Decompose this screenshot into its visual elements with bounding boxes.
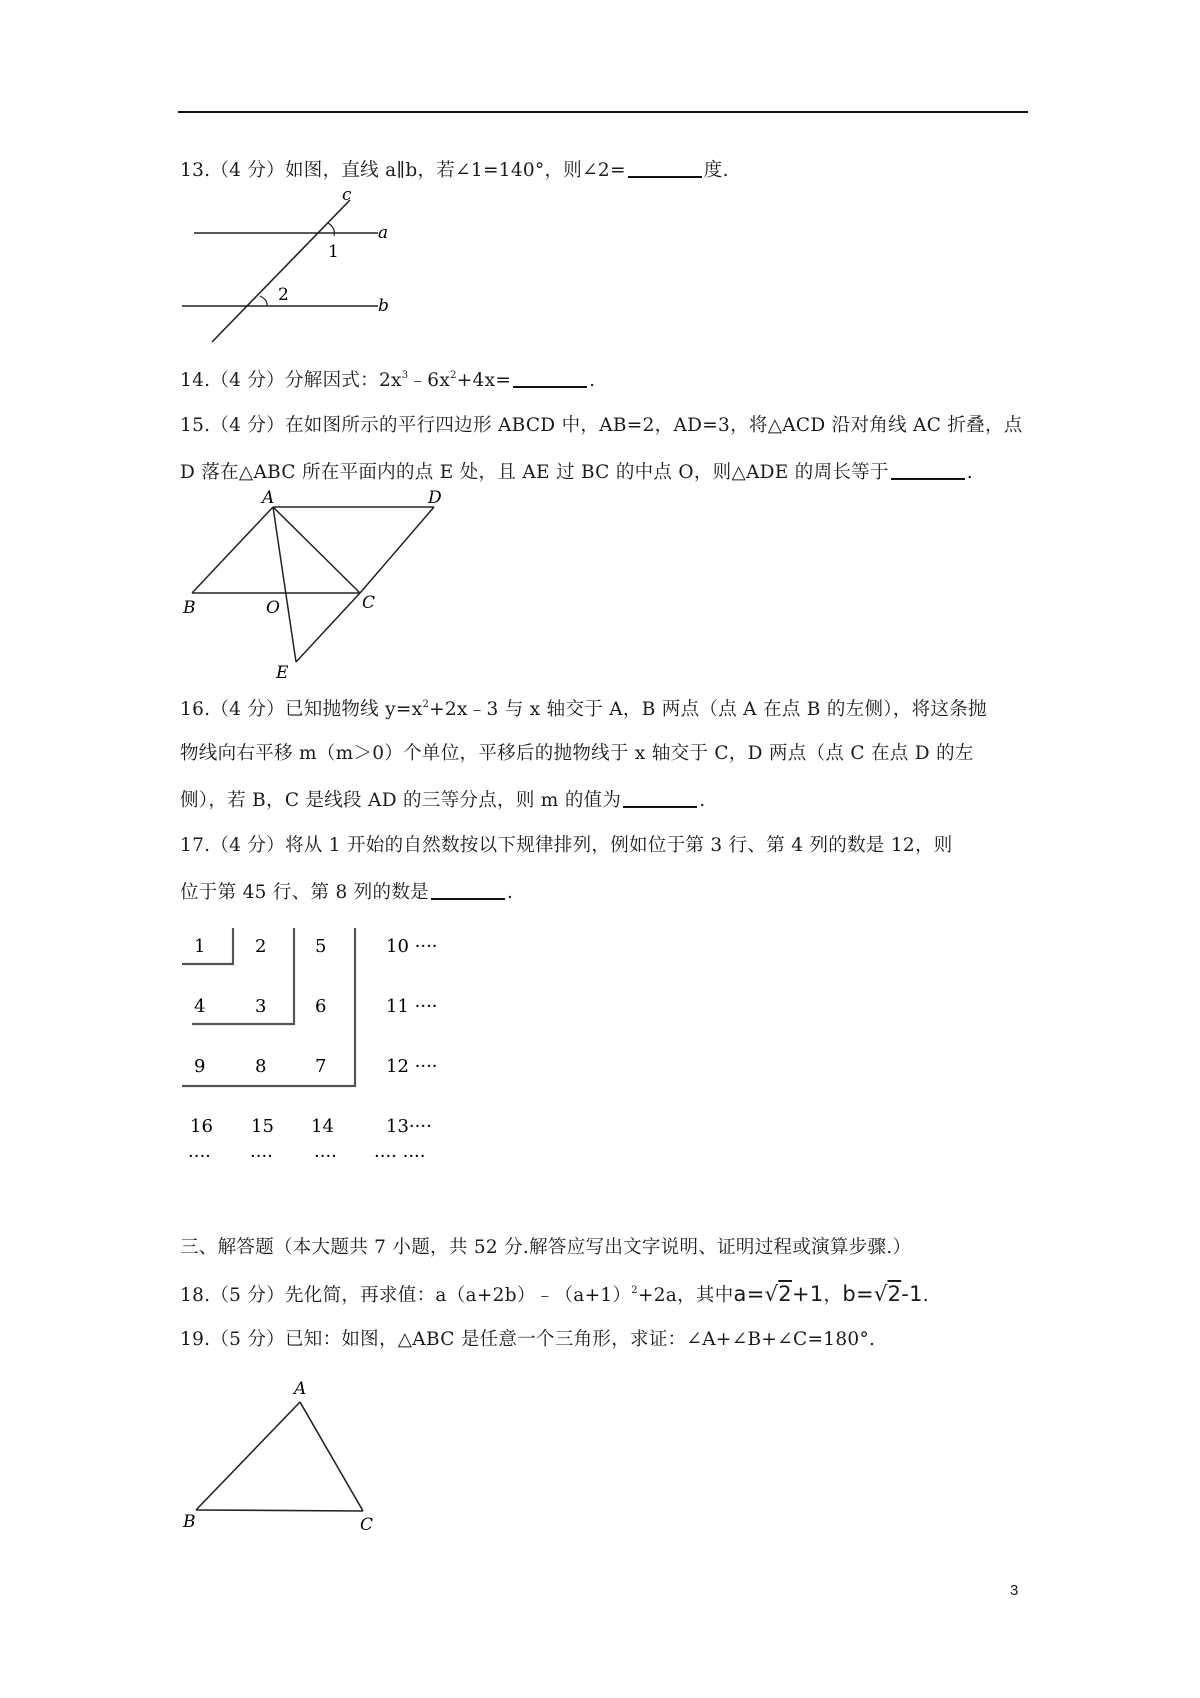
- cell-r5-c1: ····: [188, 1146, 211, 1167]
- figure-triangle: [178, 1370, 398, 1530]
- cell-r3-c1: 9: [194, 1056, 206, 1077]
- label-angle-1: 1: [328, 242, 339, 262]
- cell-r5-c2: ····: [250, 1146, 273, 1167]
- question-15-line-1: 15.（4 分）在如图所示的平行四边形 ABCD 中，AB=2，AD=3，将△ACD 沿对角线 AC 折叠，点: [180, 415, 1023, 436]
- cell-r1-c4: 10 ····: [386, 936, 438, 957]
- figure-parallelogram: [178, 490, 468, 690]
- answer-blank: [891, 460, 965, 480]
- question-16-line-3: 侧），若 B，C 是线段 AD 的三等分点，则 m 的值为 .: [180, 790, 706, 811]
- label-b: b: [378, 296, 389, 316]
- question-14: 14.（4 分）分解因式：$2x^3﹣6x^2+4x=$ .: [180, 370, 596, 391]
- label-A: A: [262, 490, 275, 508]
- answer-blank: [623, 788, 697, 808]
- label-C: C: [360, 1515, 374, 1530]
- cell-r1-c3: 5: [315, 936, 327, 957]
- label-A: A: [294, 1379, 307, 1399]
- question-17-line-1: 17.（4 分）将从 1 开始的自然数按以下规律排列，例如位于第 3 行、第 4 列的数是 12，则: [180, 835, 953, 856]
- question-16-line-2: 物线向右平移 m（m＞0）个单位，平移后的抛物线于 x 轴交于 C，D 两点（点 C 在点 D 的左: [180, 743, 974, 764]
- cell-r4-c4: 13····: [386, 1116, 432, 1137]
- sqrt-symbol: √: [764, 1282, 779, 1306]
- cell-r1-c2: 2: [255, 936, 267, 957]
- label-a: a: [378, 223, 389, 243]
- cell-r3-c3: 7: [315, 1056, 327, 1077]
- label-D: D: [428, 490, 442, 508]
- question-17-line-2: 位于第 45 行、第 8 列的数是 .: [180, 882, 514, 903]
- figure-number-grid: [178, 920, 478, 1170]
- cell-r1-c1: 1: [194, 936, 206, 957]
- cell-r2-c4: 11 ····: [386, 996, 438, 1017]
- answer-blank: [431, 880, 505, 900]
- label-c: c: [342, 190, 352, 205]
- cell-r2-c2: 3: [255, 996, 267, 1017]
- cell-r4-c3: 14: [311, 1116, 334, 1137]
- header-rule: [178, 111, 1028, 113]
- label-E: E: [276, 663, 289, 683]
- page-number: 3: [1010, 1582, 1019, 1599]
- question-15-line-2: D 落在△ABC 所在平面内的点 E 处，且 AE 过 BC 的中点 O，则△ADE 的周长等于 .: [180, 462, 973, 483]
- label-C: C: [362, 593, 376, 613]
- question-18: 18.（5 分）先化简，再求值：$a(a+2b)﹣(a+1)^2+2a$，其中a=√2+1，b=√2-1.: [180, 1282, 929, 1306]
- question-13: 13.（4 分）如图，直线 a∥b，若∠1=140°，则∠2= 度.: [180, 160, 729, 181]
- cell-r4-c1: 16: [190, 1116, 213, 1137]
- cell-r5-c4: ···· ····: [374, 1146, 426, 1167]
- cell-r4-c2: 15: [251, 1116, 274, 1137]
- label-B: B: [183, 1512, 196, 1530]
- cell-r5-c3: ····: [314, 1146, 337, 1167]
- answer-blank: [628, 158, 702, 178]
- cell-r3-c2: 8: [255, 1056, 267, 1077]
- answer-blank: [513, 368, 587, 388]
- question-16-line-1: 16.（4 分）已知抛物线 $y=x^2+2x﹣3$ 与 x 轴交于 A，B 两点（点 A 在点 B 的左侧），将这条抛: [180, 699, 987, 720]
- cell-r2-c3: 6: [315, 996, 327, 1017]
- figure-parallel-lines: [178, 190, 398, 350]
- label-B: B: [183, 598, 196, 618]
- line-c: [212, 200, 350, 342]
- label-O: O: [266, 598, 280, 618]
- section-3-heading: 三、解答题（本大题共 7 小题，共 52 分.解答应写出文字说明、证明过程或演算步骤.）: [180, 1237, 912, 1258]
- cell-r2-c1: 4: [194, 996, 206, 1017]
- label-angle-2: 2: [278, 285, 289, 305]
- cell-r3-c4: 12 ····: [386, 1056, 438, 1077]
- question-19: 19.（5 分）已知：如图，△ABC 是任意一个三角形，求证：∠A+∠B+∠C=180°.: [180, 1329, 876, 1350]
- sqrt-symbol: √: [873, 1282, 888, 1306]
